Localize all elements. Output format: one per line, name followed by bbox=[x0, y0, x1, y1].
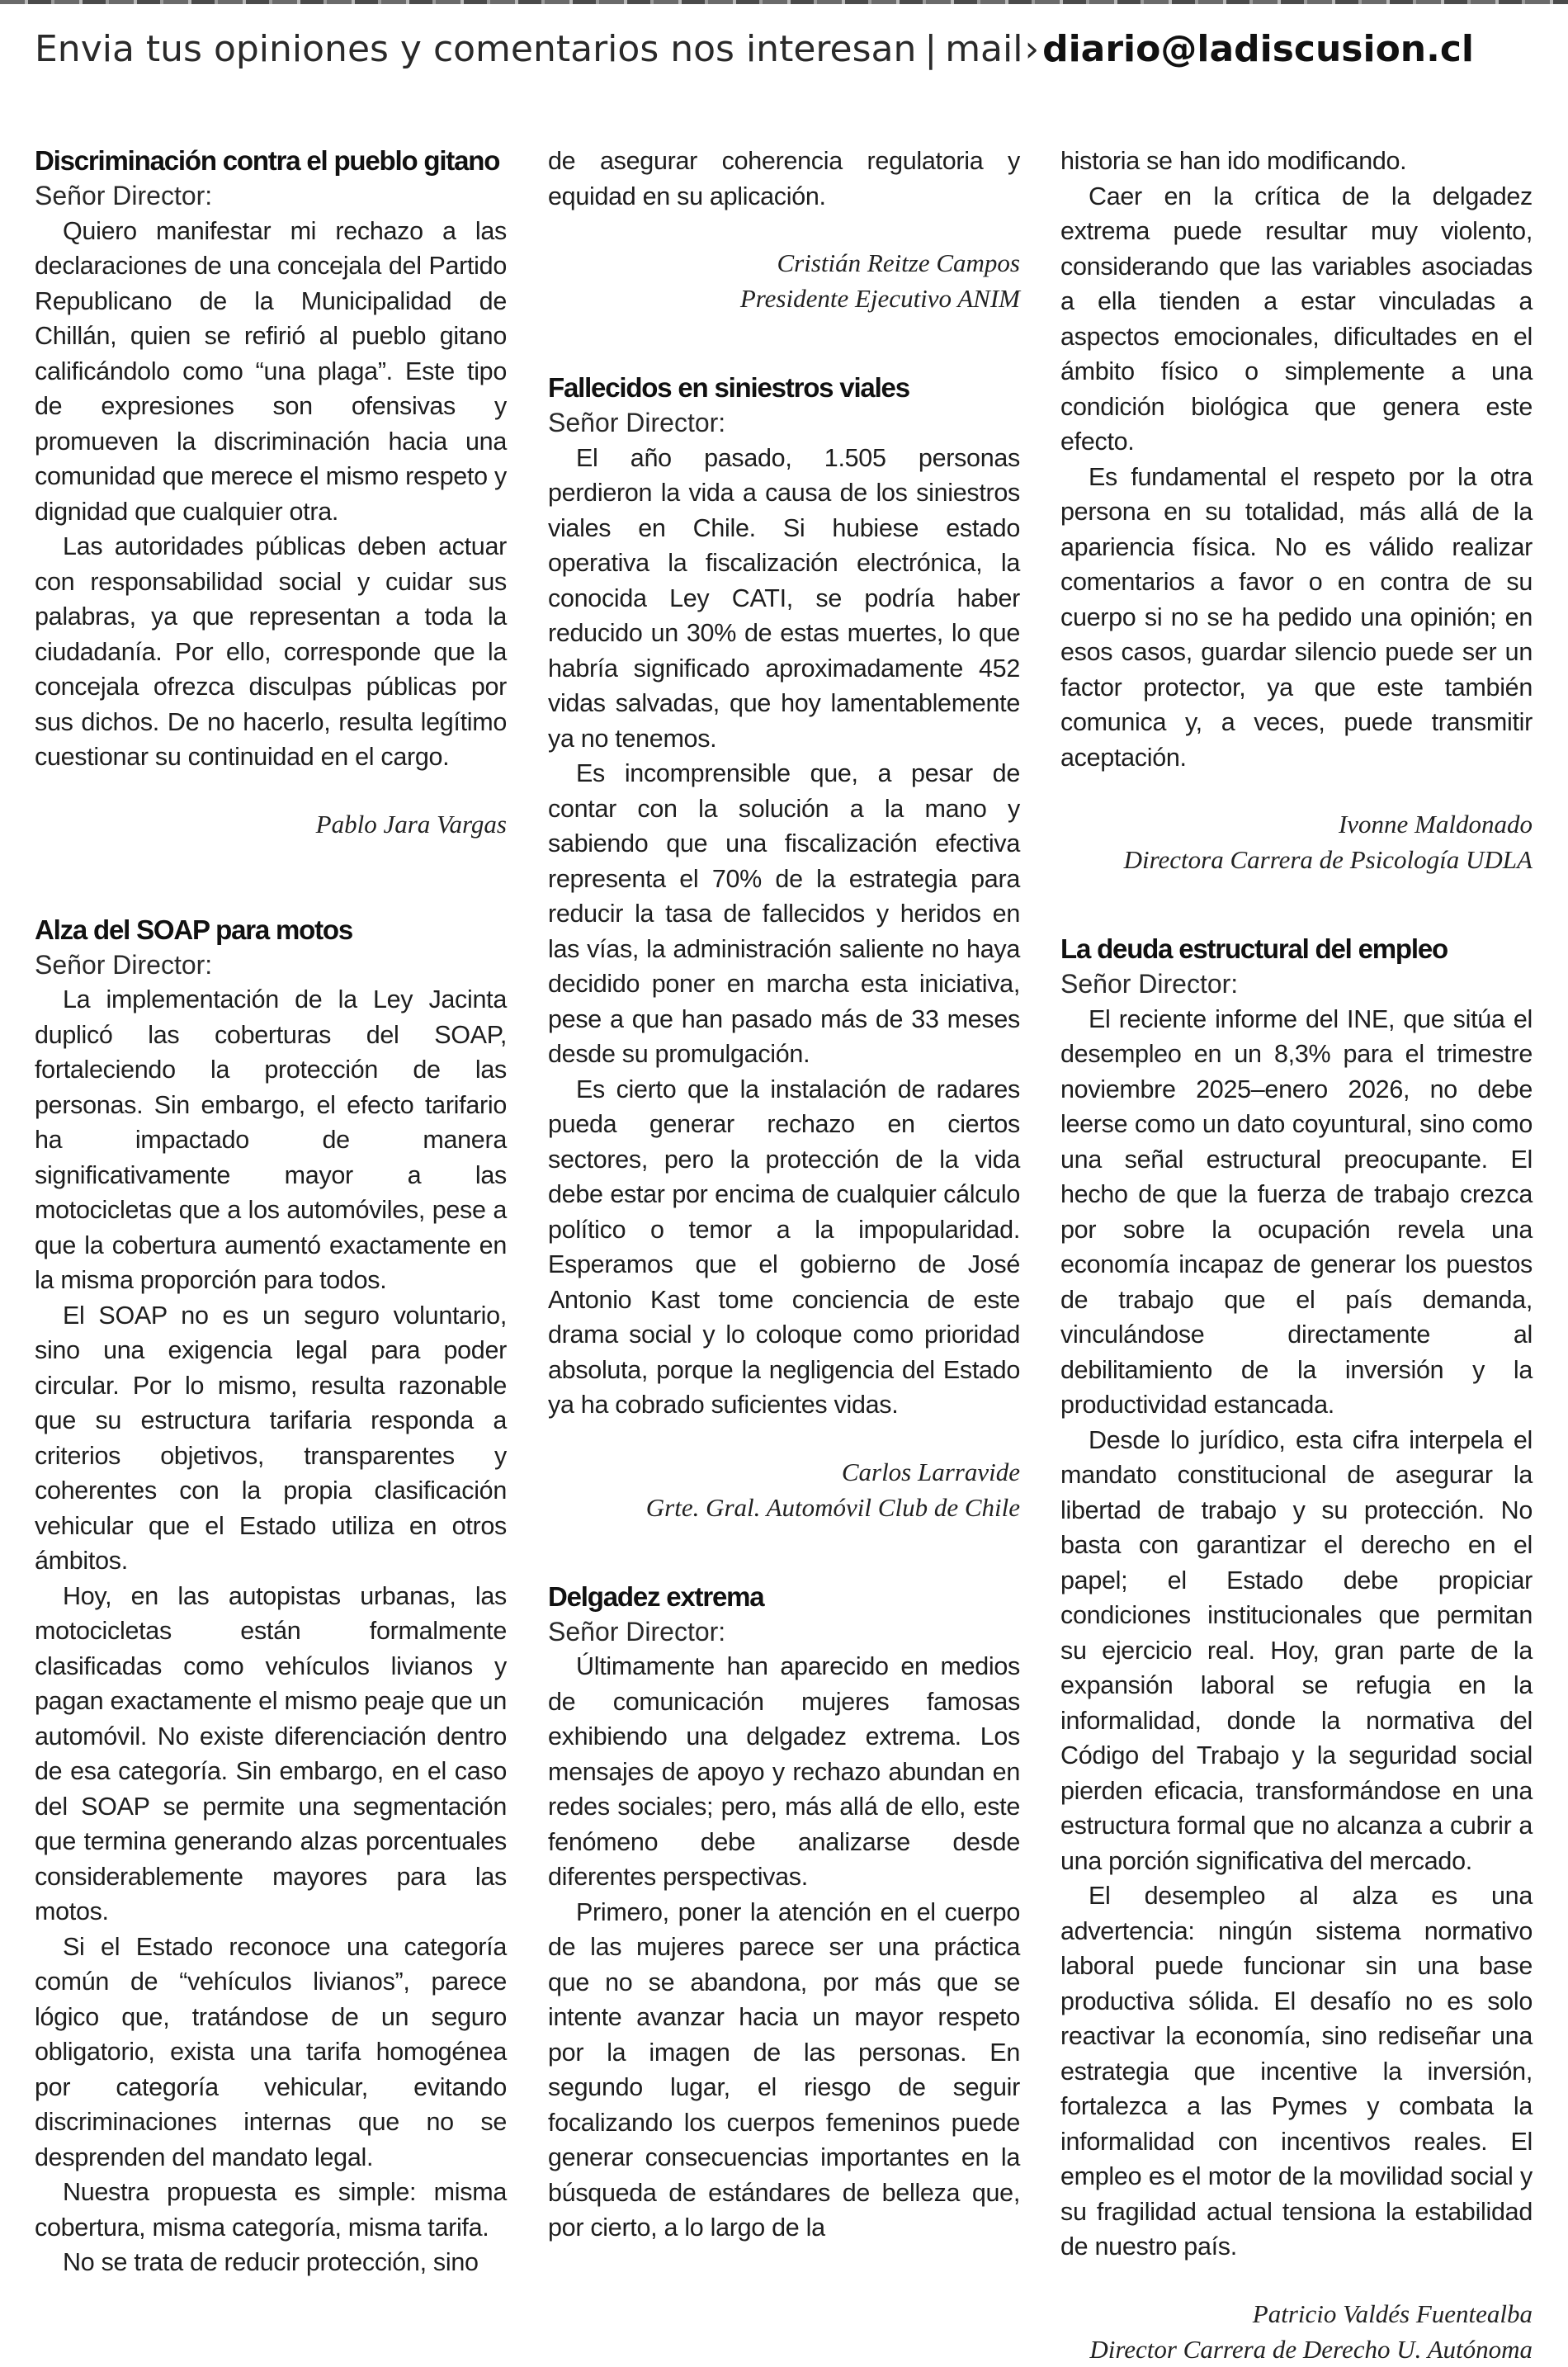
letter-soap bbox=[35, 913, 507, 2280]
letter-paragraph: No se trata de reducir protección, sino bbox=[63, 2248, 479, 2276]
letter-salutation: Señor Director: bbox=[548, 408, 726, 437]
header-text: Envia tus opiniones y comentarios nos interesan bbox=[35, 28, 917, 70]
letter-paragraph-continuation: de asegurar coherencia regulatoria y equidad en su aplicación. bbox=[548, 147, 1020, 210]
letter-paragraph: Últimamente han aparecido en medios de comunicación mujeres famosas exhibiendo una delgadez extrema. Los mensajes de apoyo y rechazo abundan en redes sociales; pero, más allá de ello, este fenómeno debe analizarse desde diferentes perspectivas. bbox=[548, 1652, 1020, 1891]
letter-paragraph: Si el Estado reconoce una categoría común de “vehículos livianos”, parece lógico que, tratándose de un seguro obligatorio, exista una tarifa homogénea por categoría vehicular, evitando discriminaciones internas que no se desprenden del mandato legal. bbox=[35, 1932, 507, 2171]
letter-paragraph: Es cierto que la instalación de radares pueda generar rechazo en ciertos sectores, pero la protección de la vida debe estar por encima de cualquier cálculo político o temor a la impopularidad. Esperamos que el gobierno de José Antonio Kast tome conciencia de este drama social y lo coloque como prioridad absoluta, porque la negligencia del Estado ya ha cobrado suficientes vidas. bbox=[548, 1075, 1020, 1419]
letter-paragraph: El desempleo al alza es una advertencia: ningún sistema normativo laboral puede funcionar sin una base productiva sólida. El desafío no es solo reactivar la economía, sino rediseñar una estrategia que incentive la inversión, fortalezca a las Pymes y combata la informalidad con incentivos reales. El empleo es el motor de la movilidad social y su fragilidad actual tensiona la estabilidad de nuestro país. bbox=[1060, 1882, 1533, 2261]
letter-paragraph: Nuestra propuesta es simple: misma cobertura, misma categoría, misma tarifa. bbox=[35, 2178, 507, 2242]
header-mail-label: mail bbox=[945, 28, 1023, 70]
letter-paragraph: Caer en la crítica de la delgadez extrema puede resultar muy violento, considerando que las variables asociadas a ella tienden a estar vinculadas a aspectos emocionales, dificultades en el ámbito físico o simplemente a una condición biológica que genera este efecto. bbox=[1060, 182, 1533, 456]
letter-salutation: Señor Director: bbox=[1060, 969, 1239, 999]
letter-paragraph: El SOAP no es un seguro voluntario, sino una exigencia legal para poder circular. Por lo mismo, resulta razonable que su estructura tarifaria responda a criterios objetivos, transparentes y coherentes con la propia clasificación vehicular que el Estado utiliza en otros ámbitos. bbox=[35, 1301, 507, 1575]
letter-signature-name: Carlos Larravide bbox=[841, 1457, 1020, 1486]
header-email-link[interactable]: diario@ladiscusion.cl bbox=[1042, 28, 1475, 70]
letter-title: Alza del SOAP para motos bbox=[35, 914, 353, 945]
letter-salutation: Señor Director: bbox=[548, 1616, 726, 1647]
letter-signature-name: Patricio Valdés Fuentealba bbox=[1252, 2298, 1533, 2328]
letter-paragraph: La implementación de la Ley Jacinta duplicó las coberturas del SOAP, fortaleciendo la protección de las personas. Sin embargo, el efecto tarifario ha impactado de manera significativamente mayor a las motocicletas que a los automóviles, pese a que la cobertura aumentó exactamente en la misma proporción para todos. bbox=[35, 985, 507, 1294]
page-header bbox=[35, 25, 1474, 74]
letter-title: Discriminación contra el pueblo gitano bbox=[35, 145, 500, 176]
top-rule bbox=[0, 0, 1568, 4]
letter-paragraph: Es incomprensible que, a pesar de contar con la solución a la mano y sabiendo que una fiscalización efectiva representa el 70% de la estrategia para reducir la tasa de fallecidos y heridos en las vías, la administración saliente no haya decidido poner en marcha esta iniciativa, pese a que han pasado más de 33 meses desde su promulgación. bbox=[548, 759, 1020, 1068]
letter-paragraph: Desde lo jurídico, esta cifra interpela el mandato constitucional de asegurar la libertad de trabajo y su protección. No basta con garantizar el derecho en el papel; el Estado debe propiciar condiciones institucionales que permitan su ejercicio real. Hoy, gran parte de la expansión laboral se refugia en la informalidad, donde la normativa del Código del Trabajo y la seguridad social pierden eficacia, transformándose en una estructura formal que no alcanza a cubrir a una porción significativa del mercado. bbox=[1060, 1425, 1533, 1875]
chevron-right-icon: › bbox=[1024, 28, 1040, 70]
column-2 bbox=[548, 144, 1020, 2246]
letter-paragraph: Primero, poner la atención en el cuerpo de las mujeres parece ser una práctica que no se abandona, por más que se intente avanzar hacia un mayor respeto por la imagen de las personas. En segundo lugar, el riesgo de seguir focalizando los cuerpos femeninos puede generar consecuencias importantes en la búsqueda de estándares de belleza que, por cierto, a lo largo de la bbox=[548, 1897, 1020, 2242]
letter-delgadez bbox=[548, 1580, 1020, 2246]
letter-paragraph: Hoy, en las autopistas urbanas, las motocicletas están formalmente clasificadas como vehículos livianos y pagan exactamente el mismo peaje que un automóvil. No existe diferenciación dentro de esa categoría. Sin embargo, en el caso del SOAP se permite una segmentación que termina generando alzas porcentuales considerablemente mayores para las motos. bbox=[35, 1581, 507, 1925]
letter-signature-name: Ivonne Maldonado bbox=[1338, 810, 1533, 839]
letter-signature-role: Presidente Ejecutivo ANIM bbox=[739, 284, 1020, 313]
letter-empleo bbox=[1060, 932, 1533, 2367]
letter-title: Fallecidos en siniestros viales bbox=[548, 372, 909, 403]
column-3 bbox=[1060, 144, 1533, 2367]
letter-signature-name: Pablo Jara Vargas bbox=[315, 809, 507, 839]
letter-discriminacion bbox=[35, 144, 507, 842]
letter-salutation: Señor Director: bbox=[35, 181, 213, 210]
letter-title: Delgadez extrema bbox=[548, 1580, 764, 1612]
letter-siniestros bbox=[548, 371, 1020, 1525]
letter-salutation: Señor Director: bbox=[35, 949, 213, 980]
letter-title: La deuda estructural del empleo bbox=[1060, 933, 1448, 964]
letter-signature-role: Director Carrera de Derecho U. Autónoma bbox=[1089, 2334, 1533, 2364]
header-separator: | bbox=[924, 28, 937, 70]
letter-paragraph: Es fundamental el respeto por la otra persona en su totalidad, más allá de la apariencia física. No es válido realizar comentarios a favor o en contra de su cuerpo si no se ha pedido una opinión; en esos casos, guardar silencio puede ser un factor protector, ya que este también comunica y, a veces, puede transmitir aceptación. bbox=[1060, 462, 1533, 772]
letter-paragraph: Quiero manifestar mi rechazo a las declaraciones de una concejala del Partido Republicano de la Municipalidad de Chillán, quien se refirió al pueblo gitano calificándolo como “una plaga”. Este tipo de expresiones son ofensivas y promueven la discriminación hacia una comunidad que merece el mismo respeto y dignidad que cualquier otra. bbox=[35, 216, 507, 526]
letter-signature-role: Grte. Gral. Automóvil Club de Chile bbox=[645, 1492, 1020, 1522]
letter-soap-continuation bbox=[548, 144, 1020, 316]
letter-signature-name: Cristián Reitze Campos bbox=[777, 248, 1020, 277]
letter-paragraph-continuation: historia se han ido modificando. bbox=[1060, 147, 1407, 175]
column-1 bbox=[35, 144, 507, 2280]
letter-paragraph: El reciente informe del INE, que sitúa el desempleo en un 8,3% para el trimestre noviembre 2025–enero 2026, no debe leerse como un dato coyuntural, sino como una señal estructural preocupante. El hecho de que la fuerza de trabajo crezca por sobre la ocupación revela una economía incapaz de generar los puestos de trabajo que el país demanda, vinculándose directamente al debilitamiento de la inversión y la productividad estancada. bbox=[1060, 1004, 1533, 1419]
letter-paragraph: El año pasado, 1.505 personas perdieron la vida a causa de los siniestros viales en Chile. Si hubiese estado operativa la fiscalización electrónica, la conocida Ley CATI, se podría haber reducido un 30% de estas muertes, lo que habría significado aproximadamente 452 vidas salvadas, que hoy lamentablemente ya no tenemos. bbox=[548, 443, 1020, 753]
letter-paragraph: Las autoridades públicas deben actuar con responsabilidad social y cuidar sus palabras, ya que representan a toda la ciudadanía. Por ello, corresponde que la concejala ofrezca disculpas públicas por sus dichos. De no hacerlo, resulta legítimo cuestionar su continuidad en el cargo. bbox=[35, 532, 507, 771]
letter-signature-role: Directora Carrera de Psicología UDLA bbox=[1123, 845, 1533, 874]
letter-delgadez-continuation bbox=[1060, 144, 1533, 877]
